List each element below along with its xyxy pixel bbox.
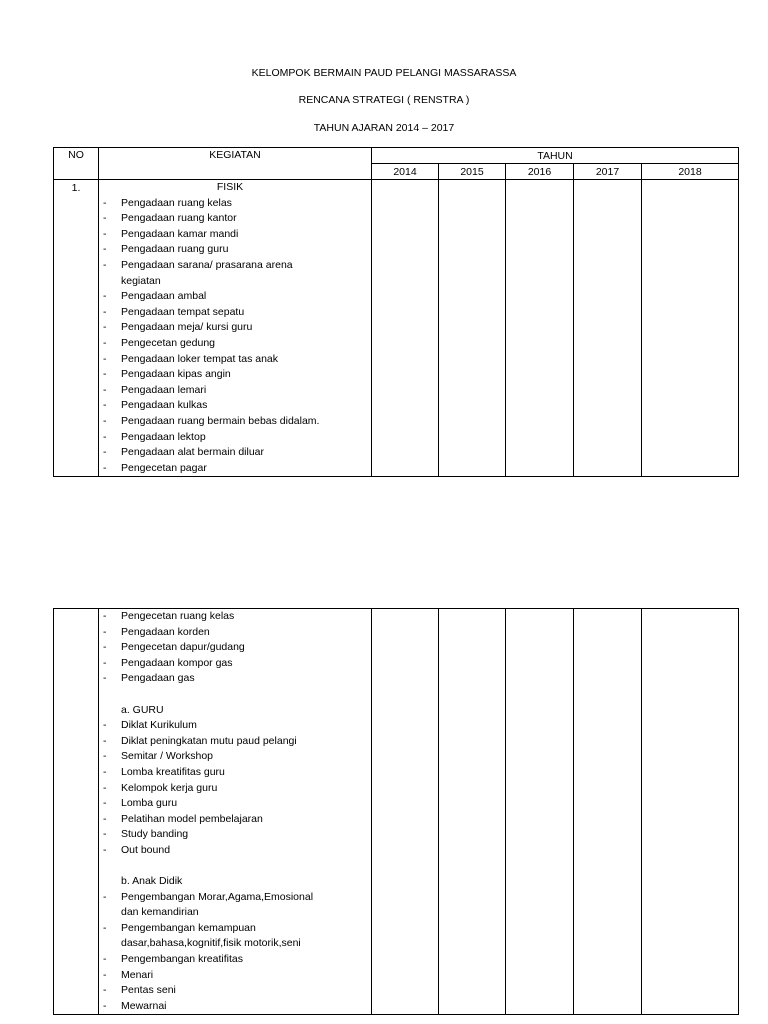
list-item: - Pengadaan ambal — [103, 290, 207, 303]
list-item: - Pengecetan dapur/gudang — [103, 641, 245, 654]
list-item: - Semitar / Workshop — [103, 750, 214, 763]
list-item-continuation: kegiatan — [121, 274, 161, 287]
activity-cell — [99, 609, 372, 1015]
table-row — [54, 609, 739, 1015]
list-item: - Pengadaan korden — [103, 625, 210, 638]
year-cell-2018 — [642, 609, 739, 1015]
school-name: KELOMPOK BERMAIN PAUD PELANGI MASSARASSA — [251, 67, 517, 79]
list-item: - Pentas seni — [103, 984, 176, 997]
list-item: - Pengembangan kemampuan — [103, 921, 256, 934]
year-cell-2014 — [372, 180, 439, 477]
list-item: - Diklat peningkatan mutu paud pelangi — [103, 734, 297, 747]
academic-year: TAHUN AJARAN 2014 – 2017 — [313, 122, 455, 134]
strategy-table-2 — [53, 608, 739, 1015]
list-item: - Lomba guru — [103, 797, 178, 810]
header-year-2018: 2018 — [642, 164, 739, 180]
list-item: - Out bound — [103, 843, 171, 856]
header-year-2014: 2014 — [372, 164, 439, 180]
year-cell-2017 — [574, 180, 642, 477]
header-year-2017: 2017 — [574, 164, 642, 180]
document-title: RENCANA STRATEGI ( RENSTRA ) — [298, 94, 470, 106]
header-kegiatan: KEGIATAN — [99, 148, 372, 180]
year-cell-2015 — [439, 180, 506, 477]
list-item: - Pengadaan ruang kelas — [103, 196, 232, 209]
year-cell-2017 — [574, 609, 642, 1015]
list-item: - Diklat Kurikulum — [103, 719, 197, 732]
table-row — [54, 180, 739, 477]
category-heading: FISIK — [216, 181, 244, 193]
list-item-continuation: dasar,bahasa,kognitif,fisik motorik,seni — [121, 937, 301, 950]
header-year-2016: 2016 — [506, 164, 574, 180]
list-item: - Pengadaan gas — [103, 672, 195, 685]
list-item: - Pengadaan lemari — [103, 383, 207, 396]
list-item: - Pengembangan kreatifitas — [103, 953, 243, 966]
year-cell-2015 — [439, 609, 506, 1015]
list-item: - Pengadaan sarana/ prasarana arena — [103, 258, 293, 271]
list-item: - Pelatihan model pembelajaran — [103, 812, 263, 825]
header-year-2015: 2015 — [439, 164, 506, 180]
list-item: - Mewarnai — [103, 999, 167, 1012]
year-cell-2016 — [506, 609, 574, 1015]
row-number-empty — [54, 609, 99, 1015]
list-item: - Menari — [103, 968, 154, 981]
activity-cell — [99, 180, 372, 477]
list-item: - Lomba kreatifitas guru — [103, 765, 225, 778]
list-item: - Pengadaan meja/ kursi guru — [103, 321, 253, 334]
list-item: - Pengadaan kompor gas — [103, 656, 233, 669]
list-item: - Study banding — [103, 828, 189, 841]
list-item: - Pengecetan pagar — [103, 461, 207, 474]
guru-heading: a. GURU — [121, 703, 164, 716]
list-item: - Pengembangan Morar,Agama,Emosional — [103, 890, 314, 903]
anak-didik-heading: b. Anak Didik — [121, 875, 183, 888]
list-item: - Pengadaan loker tempat tas anak — [103, 352, 279, 365]
list-item: - Pengadaan lektop — [103, 430, 206, 443]
list-item: - Kelompok kerja guru — [103, 781, 218, 794]
header-tahun: TAHUN — [372, 148, 739, 164]
year-cell-2014 — [372, 609, 439, 1015]
list-item: - Pengadaan kamar mandi — [103, 227, 239, 240]
list-item-continuation: dan kemandirian — [121, 906, 199, 919]
list-item: - Pengadaan tempat sepatu — [103, 305, 245, 318]
list-item: - Pengadaan kulkas — [103, 399, 208, 412]
year-cell-2018 — [642, 180, 739, 477]
list-item: - Pengadaan ruang bermain bebas didalam. — [103, 414, 320, 427]
row-number: 1. — [54, 180, 99, 477]
strategy-table-1 — [53, 147, 739, 477]
list-item: - Pengadaan alat bermain diluar — [103, 446, 265, 459]
header-no: NO — [54, 148, 99, 180]
year-cell-2016 — [506, 180, 574, 477]
list-item: - Pengecetan gedung — [103, 336, 216, 349]
list-item: - Pengadaan ruang kantor — [103, 212, 237, 225]
list-item: - Pengadaan kipas angin — [103, 368, 231, 381]
list-item: - Pengecetan ruang kelas — [103, 610, 235, 622]
list-item: - Pengadaan ruang guru — [103, 243, 229, 256]
